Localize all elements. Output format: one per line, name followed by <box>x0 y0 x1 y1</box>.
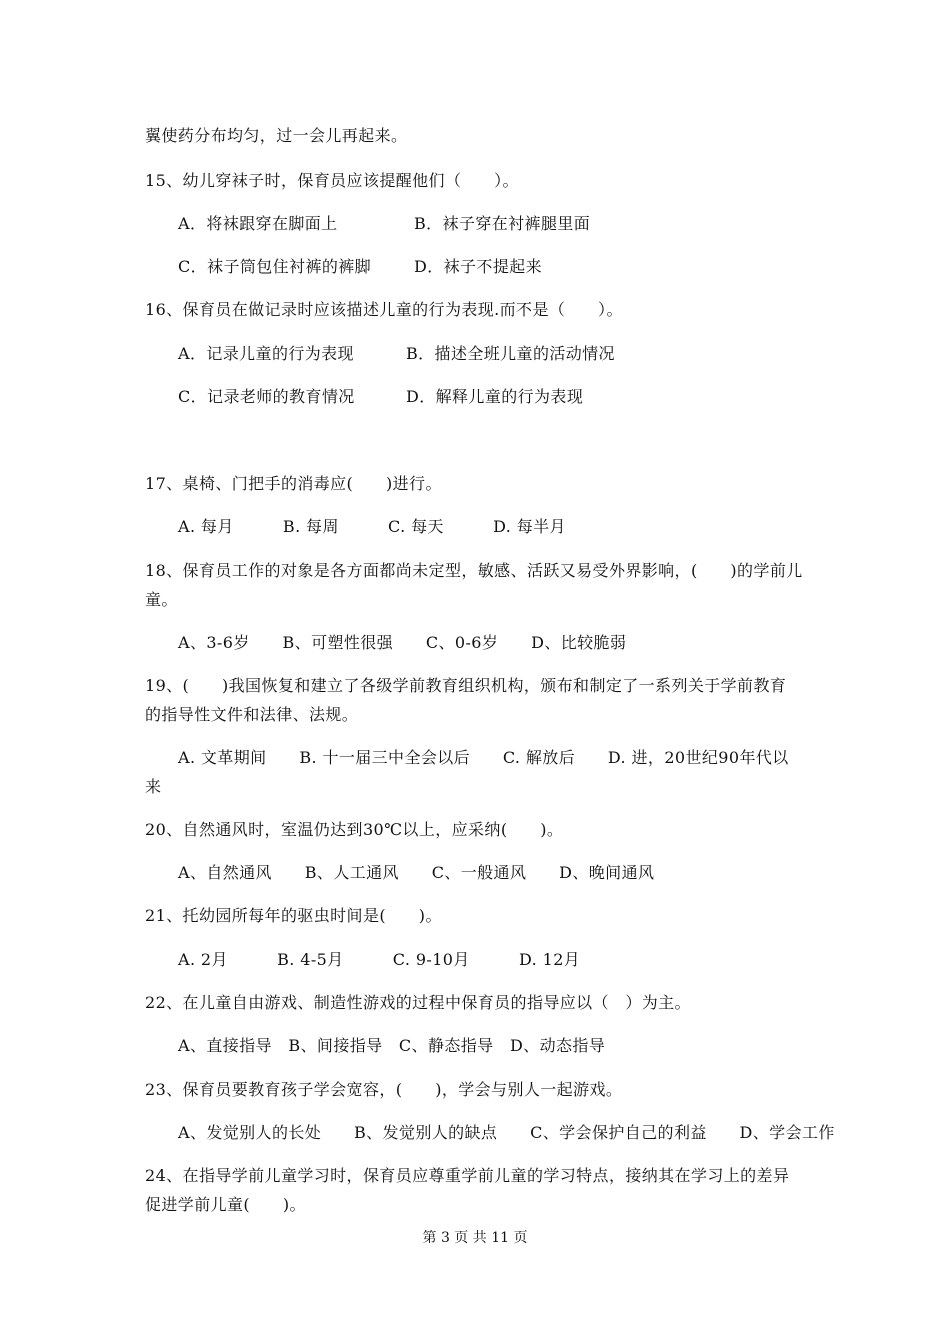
question-15-option-d: D．袜子不提起来 <box>414 257 543 276</box>
question-23-options: A、发觉别人的长处 B、发觉别人的缺点 C、学会保护自己的利益 D、学会工作 <box>178 1123 835 1142</box>
page-number-footer: 第 3 页 共 11 页 <box>422 1230 528 1246</box>
question-19-options: A. 文革期间 B. 十一届三中全会以后 C. 解放后 D. 进，20世纪90年代以 <box>178 748 789 767</box>
question-16-option-c: C．记录老师的教育情况 <box>178 387 355 406</box>
question-24-line-2: 促进学前儿童( )。 <box>145 1195 306 1214</box>
question-15-option-c: C．袜子筒包住衬裤的裤脚 <box>178 257 372 276</box>
question-22-options: A、直接指导 B、间接指导 C、静态指导 D、动态指导 <box>178 1036 606 1055</box>
question-22: 22、在儿童自由游戏、制造性游戏的过程中保育员的指导应以（ ）为主。 <box>145 993 691 1012</box>
question-19-options-cont: 来 <box>145 777 162 796</box>
question-18-options: A、3-6岁 B、可塑性很强 C、0-6岁 D、比较脆弱 <box>178 633 627 652</box>
question-23: 23、保育员要教育孩子学会宽容，( )，学会与别人一起游戏。 <box>145 1080 623 1099</box>
question-21-options: A. 2月 B. 4-5月 C. 9-10月 D. 12月 <box>178 950 581 969</box>
question-17-options: A. 每月 B. 每周 C. 每天 D. 每半月 <box>178 517 566 536</box>
question-24-line-1: 24、在指导学前儿童学习时，保育员应尊重学前儿童的学习特点，接纳其在学习上的差异 <box>145 1166 790 1185</box>
question-21: 21、托幼园所每年的驱虫时间是( )。 <box>145 906 442 925</box>
question-15-option-a: A．将袜跟穿在脚面上 <box>178 214 338 233</box>
question-17: 17、桌椅、门把手的消毒应( )进行。 <box>145 474 442 493</box>
question-20-options: A、自然通风 B、人工通风 C、一般通风 D、晚间通风 <box>178 863 655 882</box>
question-20: 20、自然通风时，室温仍达到30℃以上，应采纳( )。 <box>145 820 564 839</box>
question-19-line-2: 的指导性文件和法律、法规。 <box>145 705 359 724</box>
question-16: 16、保育员在做记录时应该描述儿童的行为表现.而不是（ ）。 <box>145 300 623 319</box>
question-16-option-a: A．记录儿童的行为表现 <box>178 344 354 363</box>
question-18-line-2: 童。 <box>145 590 178 609</box>
question-16-option-d: D．解释儿童的行为表现 <box>406 387 584 406</box>
question-16-option-b: B．描述全班儿童的活动情况 <box>406 344 615 363</box>
question-15-option-b: B．袜子穿在衬裤腿里面 <box>414 214 591 233</box>
question-15: 15、幼儿穿袜子时，保育员应该提醒他们（ ）。 <box>145 171 519 190</box>
question-19-line-1: 19、( )我国恢复和建立了各级学前教育组织机构，颁布和制定了一系列关于学前教育 <box>145 676 787 695</box>
question-18-line-1: 18、保育员工作的对象是各方面都尚未定型，敏感、活跃又易受外界影响，( )的学前儿 <box>145 561 803 580</box>
carryover-text: 翼使药分布均匀，过一会儿再起来。 <box>145 126 408 145</box>
